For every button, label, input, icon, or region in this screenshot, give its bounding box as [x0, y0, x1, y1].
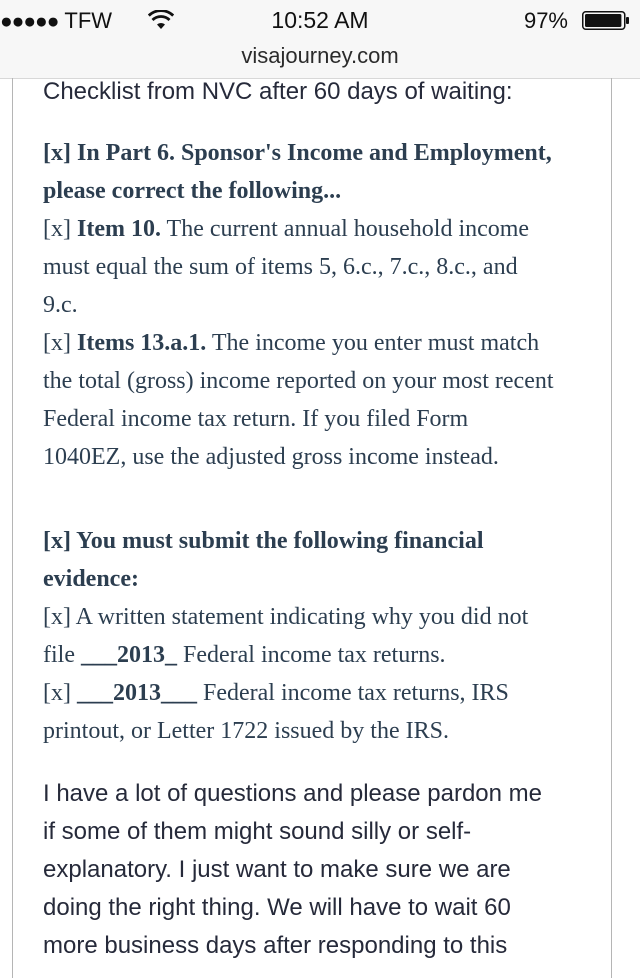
battery-icon: [582, 11, 630, 30]
paragraph-line-5: more business days after responding to this: [43, 932, 508, 959]
battery-percentage: 97%: [523, 8, 568, 33]
post-content: [12, 78, 612, 978]
address-bar[interactable]: [0, 40, 640, 79]
evidence-heading-line-2: evidence:: [43, 566, 139, 592]
item-13-line-2: the total (gross) income reported on your most recent: [43, 368, 554, 394]
paragraph-line-3: explanatory. I just want to make sure we are: [43, 856, 511, 883]
clock: 10:52 AM: [271, 7, 369, 33]
item-10-line-2: must equal the sum of items 5, 6.c., 7.c., 8.c., and: [43, 254, 518, 280]
item-10-line-3: 9.c.: [43, 292, 78, 318]
statement-line-1: [x] A written statement indicating why you did not: [43, 604, 529, 630]
section-heading-line-1: [x] In Part 6. Sponsor's Income and Employment,: [43, 140, 552, 166]
paragraph-line-1: I have a lot of questions and please pardon me: [43, 780, 543, 807]
carrier-name: TFW: [64, 8, 113, 33]
section-heading-line-2: please correct the following...: [43, 178, 342, 204]
status-bar: [0, 0, 640, 40]
tax-returns-line-2: printout, or Letter 1722 issued by the IRS.: [43, 718, 449, 744]
tax-returns-line-1: [x] ___2013___ Federal income tax returns, IRS: [43, 680, 509, 706]
statement-line-2: file ___2013_ Federal income tax returns.: [43, 642, 446, 668]
paragraph-line-4: doing the right thing. We will have to wait 60: [43, 894, 511, 921]
item-13-line-1: [x] Items 13.a.1. The income you enter must match: [43, 330, 540, 356]
item-10-line-1: [x] Item 10. The current annual household income: [43, 216, 530, 242]
signal-strength-icon: ●●●●●: [0, 10, 59, 33]
evidence-heading-line-1: [x] You must submit the following financial: [43, 528, 484, 554]
paragraph-line-2: if some of them might sound silly or self-: [43, 818, 472, 845]
item-13-line-3: Federal income tax return. If you filed Form: [43, 406, 469, 432]
item-13-line-4: 1040EZ, use the adjusted gross income instead.: [43, 444, 499, 470]
url-text[interactable]: visajourney.com: [241, 43, 399, 68]
intro-text: Checklist from NVC after 60 days of waiting:: [43, 78, 513, 105]
